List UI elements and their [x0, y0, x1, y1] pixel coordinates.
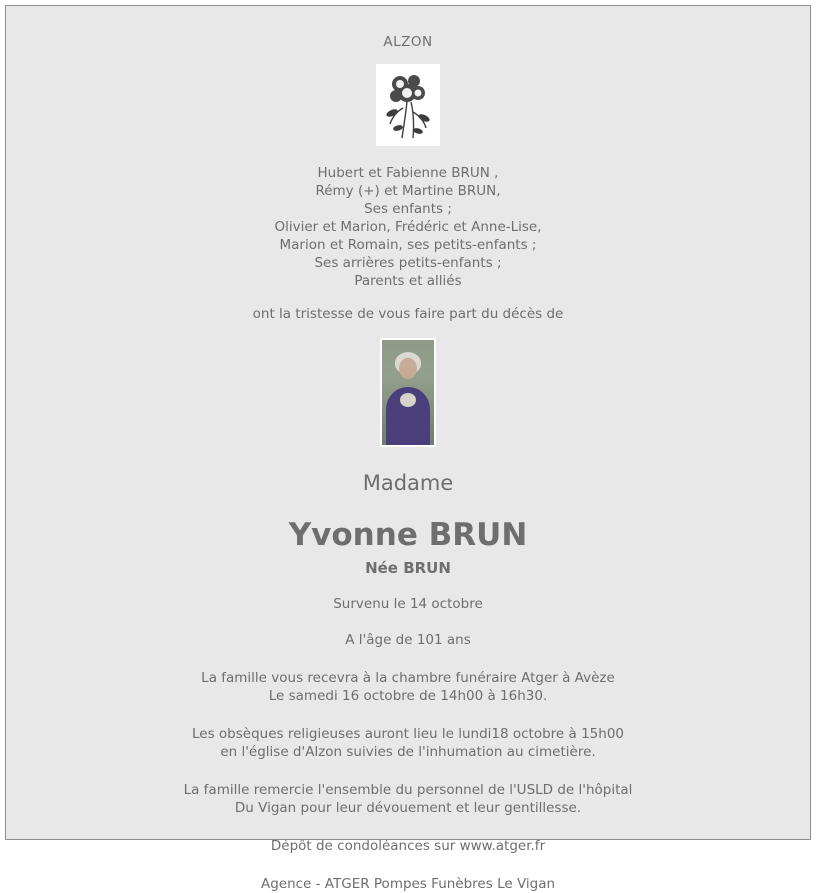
- deceased-name: Yvonne BRUN: [288, 517, 528, 553]
- ceremony-line: Les obsèques religieuses auront lieu le lundi18 octobre à 15h00: [191, 726, 624, 742]
- family-line: Hubert et Fabienne BRUN ,: [317, 165, 499, 181]
- family-line: Marion et Romain, ses petits-enfants ;: [279, 237, 537, 253]
- visitation-line: La famille vous recevra à la chambre funéraire Atger à Avèze: [201, 670, 615, 686]
- family-line: Ses enfants ;: [364, 201, 452, 217]
- visitation-info: [46, 669, 770, 705]
- thanks-line: La famille remercie l'ensemble du personnel de l'USLD de l'hôpital: [183, 782, 633, 798]
- family-line: Parents et alliés: [354, 273, 462, 289]
- maiden-name: Née BRUN: [365, 559, 451, 577]
- thanks-info: [46, 781, 770, 817]
- family-line: Ses arrières petits-enfants ;: [314, 255, 502, 271]
- deceased-portrait-photo: [380, 338, 436, 447]
- family-line: Rémy (+) et Martine BRUN,: [315, 183, 501, 199]
- age-at-death: A l'âge de 101 ans: [345, 632, 471, 648]
- honorific-title: Madame: [362, 471, 454, 495]
- thanks-line: Du Vigan pour leur dévouement et leur gentillesse.: [234, 800, 582, 816]
- condolences-link[interactable]: Dépôt de condoléances sur www.atger.fr: [270, 838, 546, 854]
- ceremony-info: [46, 725, 770, 761]
- date-of-death: Survenu le 14 octobre: [333, 596, 483, 612]
- family-line: Olivier et Marion, Frédéric et Anne-Lise,: [274, 219, 542, 235]
- flower-bouquet-icon: [376, 64, 440, 146]
- agency-info: Agence - ATGER Pompes Funèbres Le Vigan: [260, 876, 556, 892]
- family-list: [46, 164, 770, 290]
- location-label: ALZON: [383, 34, 433, 50]
- visitation-line: Le samedi 16 octobre de 14h00 à 16h30.: [268, 688, 548, 704]
- ceremony-line: en l'église d'Alzon suivies de l'inhumation au cimetière.: [220, 744, 596, 760]
- announcement-text: ont la tristesse de vous faire part du décès de: [252, 306, 564, 322]
